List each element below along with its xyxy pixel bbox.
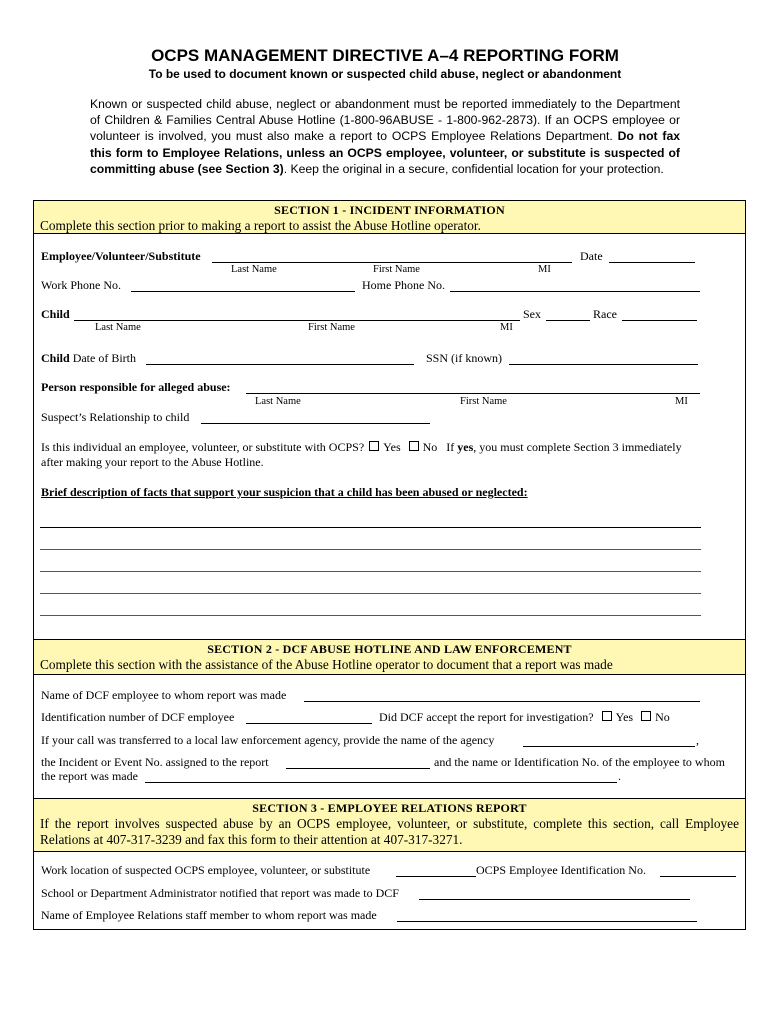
section-1-subtitle: Complete this section prior to making a report to assist the Abuse Hotline operator. xyxy=(40,218,481,233)
employee-name-field[interactable] xyxy=(212,262,572,263)
child-label: Child xyxy=(41,307,70,321)
if-rest-text: , you must complete Section 3 immediately xyxy=(473,440,682,454)
accept-question xyxy=(379,710,670,725)
no-label: No xyxy=(422,440,438,454)
description-line-2[interactable] xyxy=(40,549,701,550)
and-name-label: and the name or Identification No. of the employee to whom xyxy=(434,755,725,769)
section-2-header xyxy=(34,640,745,675)
work-phone-field[interactable] xyxy=(131,291,355,292)
home-phone-field[interactable] xyxy=(450,291,700,292)
er-staff-label: Name of Employee Relations staff member to whom report was made xyxy=(41,908,377,922)
child-dob-label xyxy=(41,351,136,366)
person-responsible-field[interactable] xyxy=(246,393,700,394)
accept-no-label: No xyxy=(655,710,670,724)
child-mi-caption: MI xyxy=(500,322,513,333)
sex-field[interactable] xyxy=(546,320,590,321)
accept-no-checkbox[interactable] xyxy=(641,711,651,721)
emp-id-field[interactable] xyxy=(660,876,736,877)
work-location-label: Work location of suspected OCPS employee, volunteer, or substitute xyxy=(41,863,371,877)
ssn-label: SSN (if known) xyxy=(426,351,503,365)
employee-question xyxy=(41,440,682,455)
description-line-3[interactable] xyxy=(40,571,701,572)
description-line-5[interactable] xyxy=(40,615,701,616)
yes-checkbox[interactable] xyxy=(369,441,379,451)
accept-yes-label: Yes xyxy=(615,710,634,724)
if-text: If xyxy=(446,440,455,454)
race-field[interactable] xyxy=(622,320,697,321)
description-line-4[interactable] xyxy=(40,593,701,594)
child-first-name-caption: First Name xyxy=(308,322,355,333)
intro-paragraph xyxy=(90,96,680,177)
dcf-name-label: Name of DCF employee to whom report was made xyxy=(41,688,287,702)
employee-last-name-caption: Last Name xyxy=(231,264,277,275)
employee-mi-caption: MI xyxy=(538,264,551,275)
brief-description-label: Brief description of facts that support your suspicion that a child has been abused or neglected: xyxy=(41,485,528,499)
incident-label: the Incident or Event No. assigned to the report xyxy=(41,755,269,769)
employee-question-line2: after making your report to the Abuse Hotline. xyxy=(41,455,264,469)
intro-text-1: Known or suspected child abuse, neglect or abandonment must be reported immediately to the Department of Children & Families Central Abuse Hotline (1-800-96ABUSE - 1-800-962-2873). If an OCPS employee or volunteer is involved, you must also make a report to OCPS Employee Relations Department. xyxy=(90,97,680,144)
date-label: Date xyxy=(580,249,603,263)
admin-label: School or Department Administrator notified that report was made to DCF xyxy=(41,886,399,900)
section-1-header xyxy=(34,201,745,234)
officer-field[interactable] xyxy=(145,782,617,783)
incident-number-field[interactable] xyxy=(286,768,430,769)
child-word: Child xyxy=(41,351,70,365)
no-checkbox[interactable] xyxy=(409,441,419,451)
date-field[interactable] xyxy=(609,262,695,263)
transfer-label: If your call was transferred to a local law enforcement agency, provide the name of the agency xyxy=(41,733,495,747)
home-phone-label: Home Phone No. xyxy=(362,278,445,292)
section-3-header xyxy=(34,799,745,852)
suspect-first-name-caption: First Name xyxy=(460,396,507,407)
section-3-title: SECTION 3 - EMPLOYEE RELATIONS REPORT xyxy=(252,801,527,815)
form-title: OCPS MANAGEMENT DIRECTIVE A–4 REPORTING FORM xyxy=(151,46,619,65)
form-subtitle: To be used to document known or suspected child abuse, neglect or abandonment xyxy=(148,67,622,81)
child-last-name-caption: Last Name xyxy=(95,322,141,333)
dcf-id-label: Identification number of DCF employee xyxy=(41,710,235,724)
admin-field[interactable] xyxy=(419,899,690,900)
if-yes-text: yes xyxy=(457,440,474,454)
employee-question-text: Is this individual an employee, volunteer, or substitute with OCPS? xyxy=(41,440,365,454)
sex-label: Sex xyxy=(523,307,541,321)
section-2-title: SECTION 2 - DCF ABUSE HOTLINE AND LAW ENFORCEMENT xyxy=(207,642,572,656)
emp-id-label: OCPS Employee Identification No. xyxy=(476,863,646,877)
work-location-field[interactable] xyxy=(396,876,476,877)
yes-label: Yes xyxy=(383,440,401,454)
employee-label: Employee/Volunteer/Substitute xyxy=(41,249,201,263)
work-phone-label: Work Phone No. xyxy=(41,278,122,292)
accept-label: Did DCF accept the report for investigation? xyxy=(379,710,594,724)
relationship-field[interactable] xyxy=(201,423,430,424)
section-1-title: SECTION 1 - INCIDENT INFORMATION xyxy=(274,203,505,217)
agency-comma: , xyxy=(696,733,699,747)
employee-first-name-caption: First Name xyxy=(373,264,420,275)
intro-warning: Do not fax this form to Employee Relations, unless an OCPS employee, volunteer, or substitute is suspected of committing abuse (see Section 3) xyxy=(90,129,680,176)
race-label: Race xyxy=(593,307,617,321)
child-name-field[interactable] xyxy=(74,320,520,321)
section-2-subtitle: Complete this section with the assistance of the Abuse Hotline operator to document that a report was made xyxy=(40,657,613,672)
report-made-label: the report was made xyxy=(41,769,138,783)
dob-field[interactable] xyxy=(146,364,414,365)
description-line-1[interactable] xyxy=(40,527,701,528)
er-staff-field[interactable] xyxy=(397,921,697,922)
suspect-last-name-caption: Last Name xyxy=(255,396,301,407)
relationship-label: Suspect’s Relationship to child xyxy=(41,410,190,424)
dcf-id-field[interactable] xyxy=(246,723,372,724)
officer-period: . xyxy=(618,769,621,783)
suspect-mi-caption: MI xyxy=(675,396,688,407)
dob-label: Date of Birth xyxy=(72,351,137,365)
ssn-field[interactable] xyxy=(509,364,698,365)
accept-yes-checkbox[interactable] xyxy=(602,711,612,721)
person-responsible-label: Person responsible for alleged abuse: xyxy=(41,380,231,394)
agency-field[interactable] xyxy=(523,746,695,747)
dcf-name-field[interactable] xyxy=(304,701,700,702)
intro-text-2: . Keep the original in a secure, confidential location for your protection. xyxy=(283,161,664,176)
section-3-subtitle: If the report involves suspected abuse by an OCPS employee, volunteer, or substitute, complete this section, call Employee Relations at 407-317-3239 and fax this form to their attention at 407-317-3271. xyxy=(40,816,739,847)
